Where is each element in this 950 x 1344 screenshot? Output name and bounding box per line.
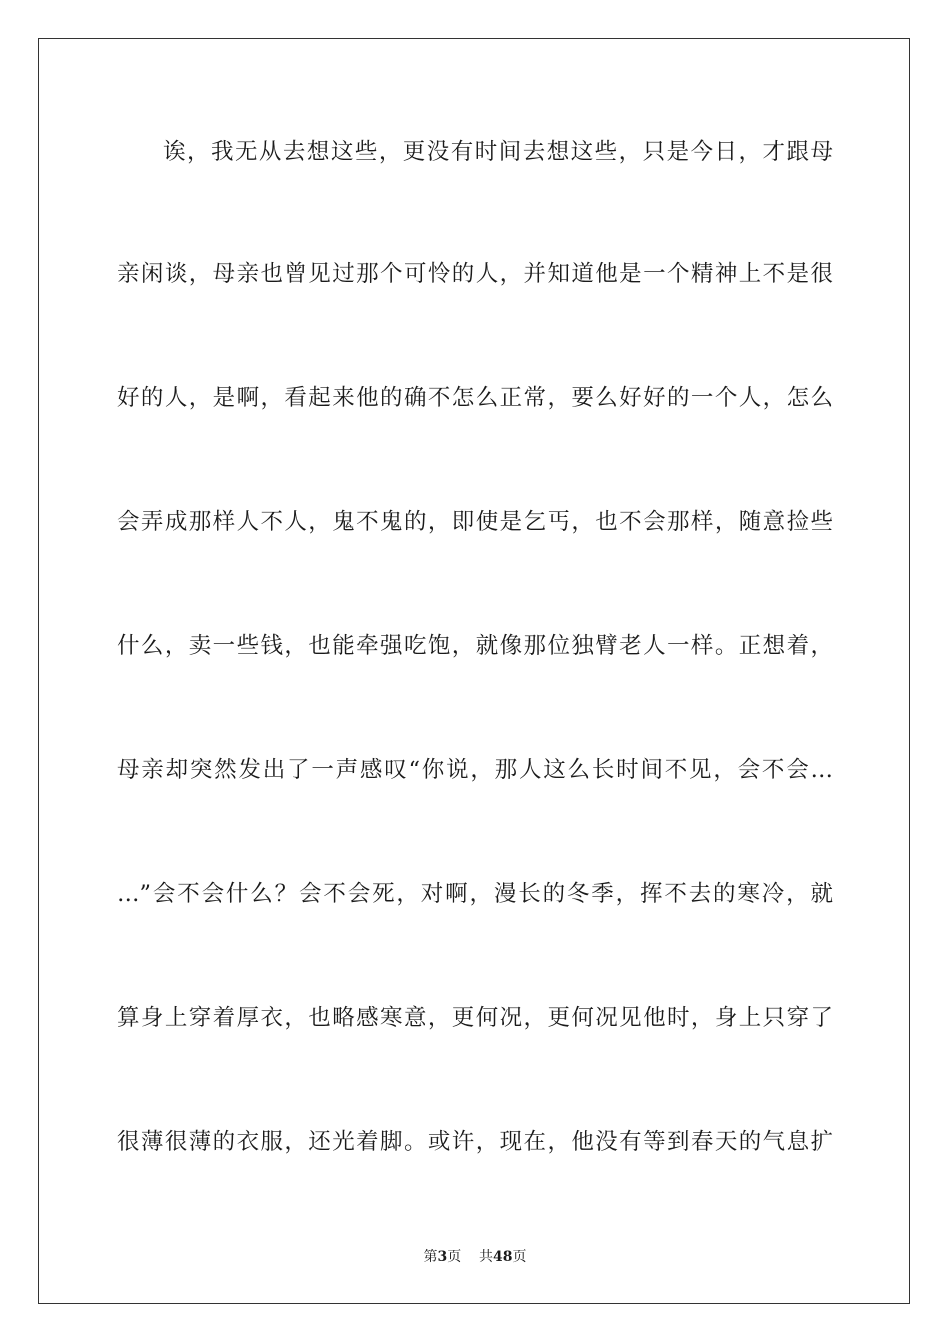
page-prefix: 第 bbox=[423, 1249, 438, 1265]
total-prefix: 共 bbox=[479, 1249, 494, 1265]
page-footer bbox=[0, 1246, 950, 1266]
text-line-4: 会弄成那样人不人，鬼不鬼的，即使是乞丐，也不会那样，随意捡些 bbox=[117, 509, 833, 535]
page-number: 3 bbox=[437, 1249, 448, 1265]
total-pages: 48 bbox=[493, 1249, 513, 1265]
text-line-9: 很薄很薄的衣服，还光着脚。或许，现在，他没有等到春天的气息扩 bbox=[117, 1129, 833, 1155]
total-suffix: 页 bbox=[512, 1249, 527, 1265]
text-line-6: 母亲却突然发出了一声感叹“你说，那人这么长时间不见，会不会… bbox=[117, 757, 833, 783]
text-line-3: 好的人，是啊，看起来他的确不怎么正常，要么好好的一个人，怎么 bbox=[117, 385, 833, 411]
text-line-7: …”会不会什么？会不会死，对啊，漫长的冬季，挥不去的寒冷，就 bbox=[117, 881, 833, 907]
page-border bbox=[38, 38, 910, 1304]
text-line-5: 什么，卖一些钱，也能牵强吃饱，就像那位独臂老人一样。正想着， bbox=[117, 633, 833, 659]
page-suffix: 页 bbox=[447, 1249, 462, 1265]
text-line-2: 亲闲谈，母亲也曾见过那个可怜的人，并知道他是一个精神上不是很 bbox=[117, 261, 833, 287]
text-line-8: 算身上穿着厚衣，也略感寒意，更何况，更何况见他时，身上只穿了 bbox=[117, 1005, 833, 1031]
text-line-1: 诶，我无从去想这些，更没有时间去想这些，只是今日，才跟母 bbox=[163, 139, 833, 165]
